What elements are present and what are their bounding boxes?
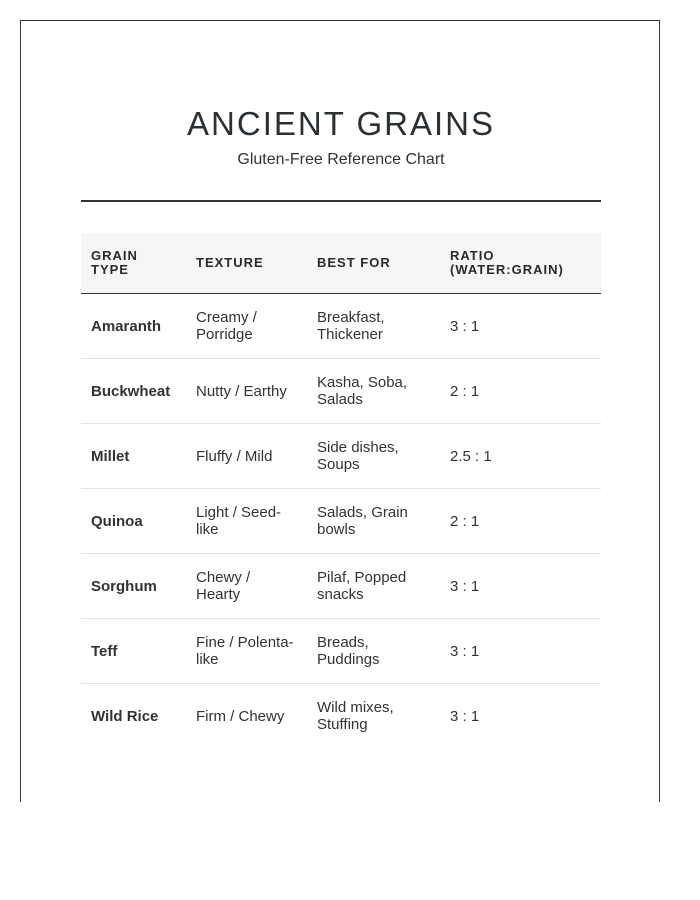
best-for-cell: Kasha, Soba, Salads — [307, 359, 440, 424]
best-for-cell: Wild mixes, Stuffing — [317, 699, 394, 733]
texture-cell: Chewy / Hearty — [186, 554, 307, 619]
page-subtitle: Gluten-Free Reference Chart — [237, 151, 445, 168]
table-row — [81, 294, 601, 359]
grains-table — [81, 233, 601, 748]
table-row — [81, 359, 601, 424]
column-header-texture: TEXTURE — [186, 233, 307, 294]
table-row — [81, 684, 601, 749]
ratio-cell: 2 : 1 — [440, 489, 601, 554]
table-row — [81, 489, 601, 554]
ratio-cell: 2 : 1 — [440, 359, 601, 424]
column-header-best-for: BEST FOR — [307, 233, 440, 294]
ratio-cell: 3 : 1 — [440, 554, 601, 619]
best-for-cell: Breakfast, Thickener — [307, 294, 440, 359]
grain-name-cell: Millet — [81, 424, 186, 489]
texture-cell: Creamy / Porridge — [186, 294, 307, 359]
ratio-cell: 3 : 1 — [440, 619, 601, 684]
grain-name-cell: Teff — [81, 619, 186, 684]
ratio-cell: 3 : 1 — [440, 294, 601, 359]
texture-cell: Fine / Polenta-like — [186, 619, 307, 684]
table-row — [81, 554, 601, 619]
table-header-row — [81, 233, 601, 294]
texture-cell: Fluffy / Mild — [186, 424, 307, 489]
best-for-cell: Salads, Grain bowls — [307, 489, 440, 554]
texture-cell: Light / Seed-like — [186, 489, 307, 554]
best-for-cell: Breads, Puddings — [307, 619, 440, 684]
grain-name-cell: Sorghum — [81, 554, 186, 619]
table-row — [81, 619, 601, 684]
texture-cell: Nutty / Earthy — [186, 359, 307, 424]
column-header-grain-type: GRAIN TYPE — [81, 233, 186, 294]
grain-name-cell: Quinoa — [81, 489, 186, 554]
page-title: ANCIENT GRAINS — [187, 105, 495, 142]
grain-name-cell: Amaranth — [81, 294, 186, 359]
ratio-cell: 3 : 1 — [450, 707, 480, 725]
grain-name-cell: Wild Rice — [91, 707, 159, 725]
ratio-cell: 2.5 : 1 — [440, 424, 601, 489]
texture-cell: Firm / Chewy — [196, 707, 285, 725]
table-row — [81, 424, 601, 489]
grain-name-cell: Buckwheat — [81, 359, 186, 424]
reference-sheet — [20, 20, 660, 802]
title-divider — [81, 200, 601, 202]
best-for-cell: Side dishes, Soups — [307, 424, 440, 489]
column-header-ratio: RATIO (WATER:GRAIN) — [440, 233, 601, 294]
best-for-cell: Pilaf, Popped snacks — [307, 554, 440, 619]
